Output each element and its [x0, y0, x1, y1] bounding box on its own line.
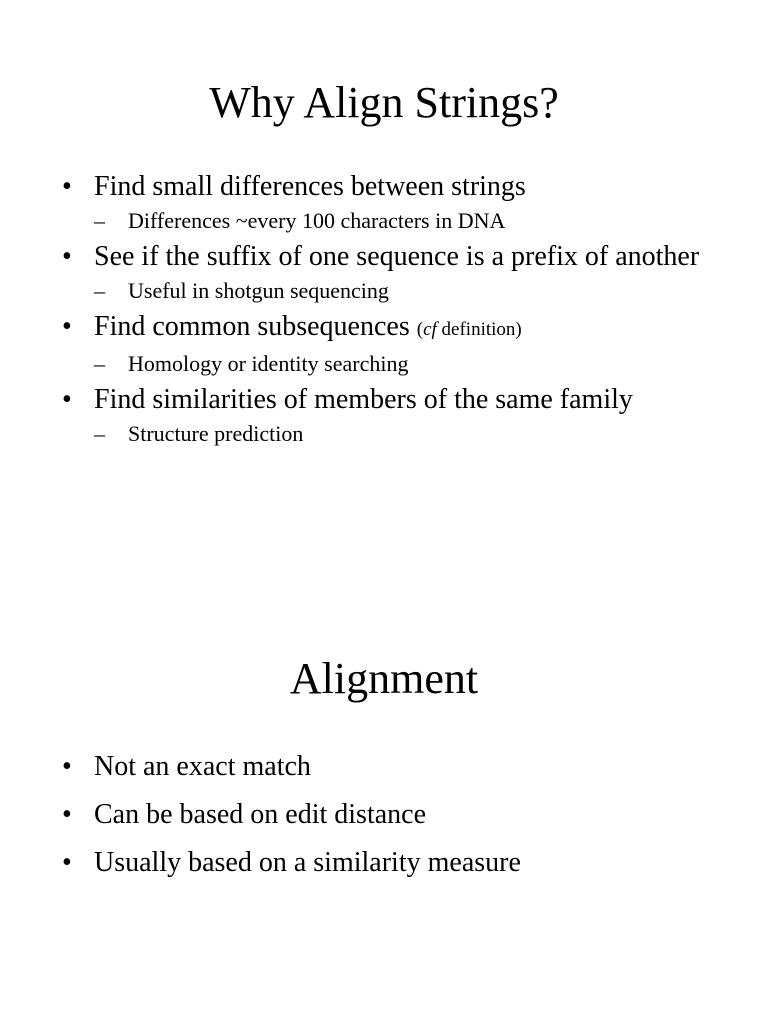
dash-icon: –	[94, 278, 105, 303]
bullet-item	[62, 383, 742, 416]
bullet-item	[62, 170, 742, 203]
bullet-icon: •	[62, 171, 72, 202]
sub-bullet-text: Homology or identity searching	[128, 351, 409, 376]
bullet-icon: •	[62, 751, 72, 782]
bullet-item	[62, 240, 742, 273]
sub-bullet-text: Useful in shotgun sequencing	[128, 278, 389, 303]
sub-bullet-item	[94, 350, 742, 377]
sub-bullet-item	[94, 207, 742, 234]
bullet-text: Find common subsequences	[94, 311, 410, 342]
bullet-item	[62, 310, 742, 346]
slide-title-why-align-strings: Why Align Strings?	[209, 78, 559, 127]
cf-italic: cf	[423, 319, 437, 340]
bullet-text: Find similarities of members of the same family	[94, 384, 633, 415]
dash-icon: –	[94, 351, 105, 376]
bullet-text: Usually based on a similarity measure	[94, 847, 521, 878]
dash-icon: –	[94, 421, 105, 446]
bullet-list-alignment	[62, 750, 742, 894]
cf-open-paren: (	[416, 319, 424, 340]
bullet-icon: •	[62, 311, 72, 342]
sub-bullet-text: Differences ~every 100 characters in DNA	[128, 208, 506, 233]
sub-bullet-item	[94, 277, 742, 304]
slide-title-alignment: Alignment	[289, 654, 479, 703]
bullet-text: Find small differences between strings	[94, 171, 526, 202]
sub-bullet-text: Structure prediction	[128, 421, 304, 446]
dash-icon: –	[94, 208, 105, 233]
bullet-icon: •	[62, 384, 72, 415]
cf-rest: definition)	[436, 319, 522, 340]
bullet-list-why-align	[62, 170, 742, 453]
bullet-icon: •	[62, 799, 72, 830]
bullet-item	[62, 750, 742, 783]
sub-bullet-item	[94, 420, 742, 447]
bullet-text: Can be based on edit distance	[94, 799, 427, 830]
bullet-icon: •	[62, 847, 72, 878]
bullet-item	[62, 798, 742, 831]
bullet-icon: •	[62, 241, 72, 272]
bullet-item	[62, 846, 742, 879]
bullet-text: Not an exact match	[94, 751, 311, 782]
cf-aside	[417, 319, 522, 340]
bullet-text: See if the suffix of one sequence is a prefix of another	[94, 241, 700, 272]
